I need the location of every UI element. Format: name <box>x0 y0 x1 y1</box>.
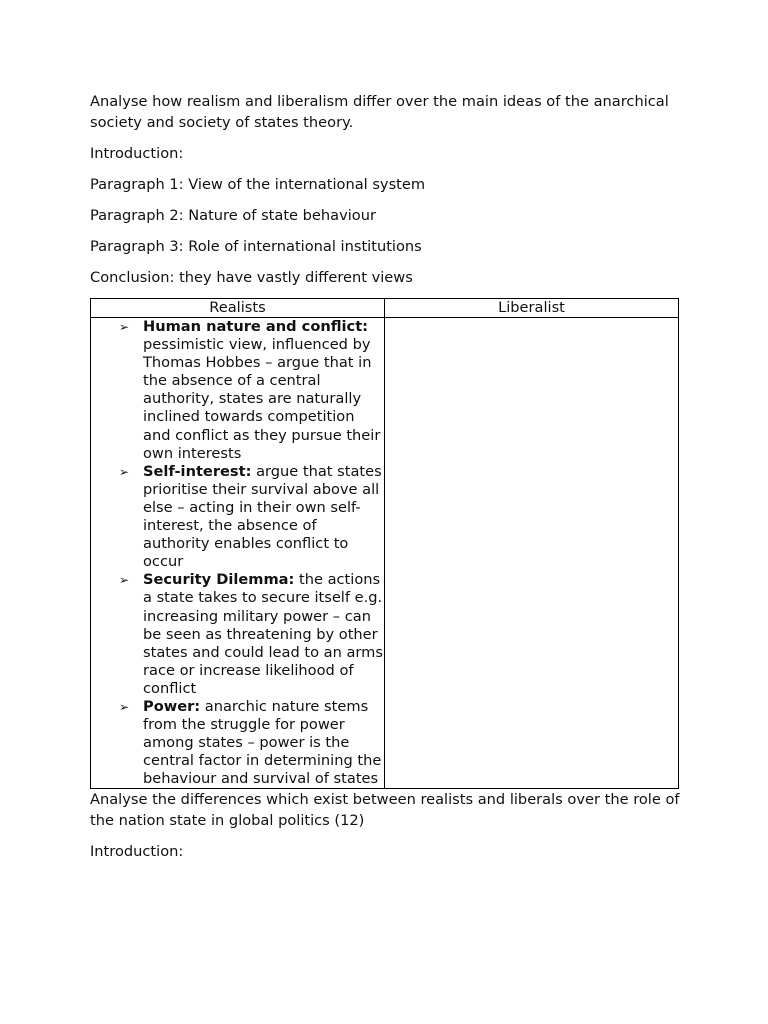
list-item <box>119 318 384 463</box>
table-row <box>91 318 679 789</box>
outline-paragraph-1: Paragraph 1: View of the international system <box>90 176 426 193</box>
list-item <box>119 463 384 572</box>
outline-paragraph-2: Paragraph 2: Nature of state behaviour <box>90 207 376 224</box>
realists-cell <box>91 318 385 789</box>
point-term: Self-interest: <box>143 462 252 480</box>
header-realists: Realists <box>91 299 385 318</box>
liberalist-cell <box>385 318 679 789</box>
essay-question-2: Analyse the differences which exist between realists and liberals over the role of the nation state in global politics (12) <box>90 791 680 830</box>
point-text: anarchic nature stems from the struggle for power among states – power is the central factor in determining the behaviour and survival of states <box>143 697 382 788</box>
arrow-bullet-icon: ➢ <box>119 320 130 334</box>
list-item <box>119 571 384 698</box>
comparison-table <box>90 298 679 789</box>
realist-points-list <box>91 318 384 788</box>
second-introduction: Introduction: <box>90 843 184 861</box>
header-liberalist: Liberalist <box>385 299 679 318</box>
point-text: the actions a state takes to secure itself e.g. increasing military power – can be seen as threatening by other states and could lead to an arms race or increase likelihood of conflict <box>143 571 383 697</box>
point-term: Security Dilemma: <box>143 571 295 589</box>
essay-question-1: Analyse how realism and liberalism differ over the main ideas of the anarchical society and society of states theory. <box>90 93 669 131</box>
outline-conclusion: Conclusion: they have vastly different views <box>90 269 413 286</box>
outline-introduction: Introduction: <box>90 145 184 162</box>
outline-paragraph-3: Paragraph 3: Role of international institutions <box>90 238 422 255</box>
arrow-bullet-icon: ➢ <box>119 464 130 479</box>
table-header-row <box>91 299 679 318</box>
point-term: Human nature and conflict: <box>143 318 369 335</box>
point-term: Power: <box>143 697 201 715</box>
arrow-bullet-icon: ➢ <box>119 699 130 714</box>
list-item <box>119 698 384 788</box>
document-page <box>90 91 680 862</box>
point-text: argue that states prioritise their survival above all else – acting in their own self-interest, the absence of authority enables conflict to occur <box>143 462 382 571</box>
point-text: pessimistic view, influenced by Thomas Hobbes – argue that in the absence of a central authority, states are naturally inclined towards competition and conflict as they pursue their own interests <box>143 336 381 462</box>
arrow-bullet-icon: ➢ <box>119 573 130 588</box>
